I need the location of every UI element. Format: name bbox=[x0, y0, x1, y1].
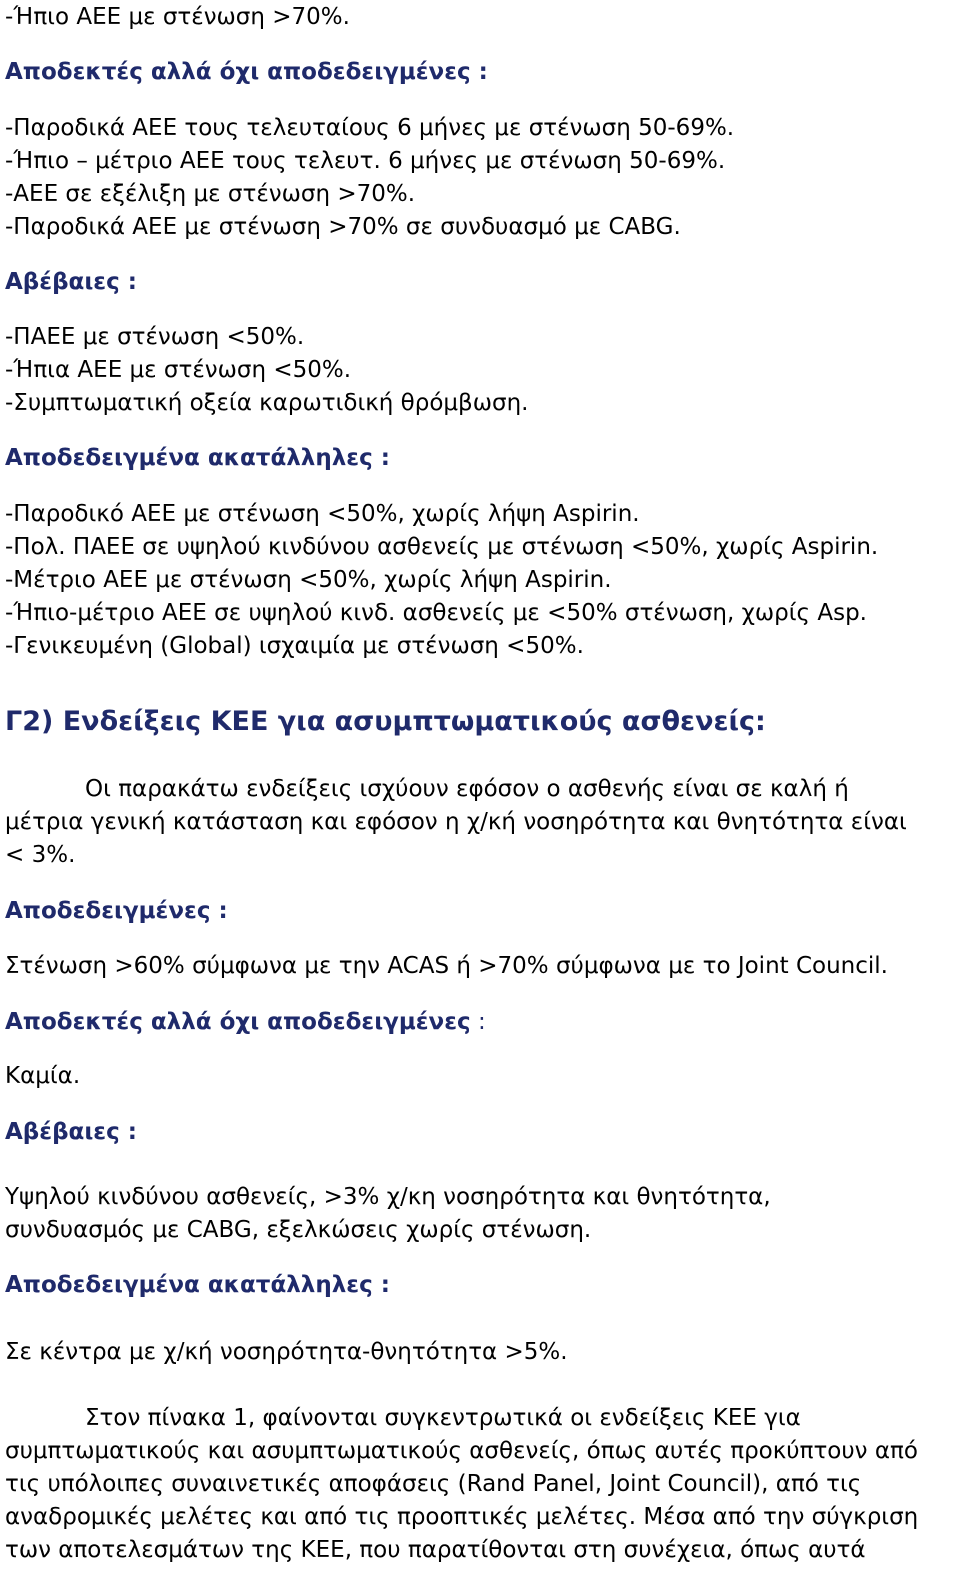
closing-line: αναδρομικές μελέτες και από τις προοπτικές μελέτες. Μέσα από την σύγκριση bbox=[5, 1504, 919, 1530]
intro-line bbox=[5, 773, 953, 806]
proven-heading: Αποδεδειγμένες : bbox=[5, 898, 228, 924]
list-item: -Συμπτωματική οξεία καρωτιδική θρόμβωση. bbox=[5, 390, 529, 416]
list-item: -Ήπιο ΑΕΕ με στένωση >70%. bbox=[5, 4, 350, 30]
acceptable-heading-colon: : bbox=[470, 1009, 486, 1035]
acceptable-text: Καμία. bbox=[5, 1063, 81, 1089]
closing-line: τις υπόλοιπες συναινετικές αποφάσεις (Rand Panel, Joint Council), από τις bbox=[5, 1471, 862, 1497]
list-item: -ΠΑΕΕ με στένωση <50%. bbox=[5, 324, 305, 350]
list-item: -Πολ. ΠΑΕΕ σε υψηλού κινδύνου ασθενείς με στένωση <50%, χωρίς Aspirin. bbox=[5, 534, 879, 560]
list-item: -Παροδικά ΑΕΕ με στένωση >70% σε συνδυασμό με CABG. bbox=[5, 214, 681, 240]
list-item: -Παροδικό ΑΕΕ με στένωση <50%, χωρίς λήψη Aspirin. bbox=[5, 501, 640, 527]
uncertain-paragraph bbox=[5, 1181, 953, 1247]
inappropriate-heading-g2: Αποδεδειγμένα ακατάλληλες : bbox=[5, 1272, 390, 1298]
uncertain-heading: Αβέβαιες : bbox=[5, 269, 137, 295]
intro-line-text: Οι παρακάτω ενδείξεις ισχύουν εφόσον ο ασθενής είναι σε καλή ή bbox=[85, 776, 849, 802]
inappropriate-heading: Αποδεδειγμένα ακατάλληλες : bbox=[5, 445, 390, 471]
list-item: -ΑΕΕ σε εξέλιξη με στένωση >70%. bbox=[5, 181, 416, 207]
proven-text: Στένωση >60% σύμφωνα με την ACAS ή >70% σύμφωνα με το Joint Council. bbox=[5, 953, 888, 979]
closing-paragraph bbox=[5, 1402, 953, 1567]
list-item: -Ήπια ΑΕΕ με στένωση <50%. bbox=[5, 357, 352, 383]
section-title: Γ2) Ενδείξεις ΚΕΕ για ασυμπτωματικούς ασθενείς: bbox=[5, 706, 766, 737]
closing-line-text: Στον πίνακα 1, φαίνονται συγκεντρωτικά οι ενδείξεις ΚΕΕ για bbox=[85, 1405, 801, 1431]
closing-line bbox=[5, 1402, 953, 1435]
intro-paragraph bbox=[5, 773, 953, 872]
closing-line: των αποτελεσμάτων της ΚΕΕ, που παρατίθονται στη συνέχεια, όπως αυτά bbox=[5, 1537, 866, 1563]
uncertain-heading-g2: Αβέβαιες : bbox=[5, 1119, 137, 1145]
uncertain-line: συνδυασμός με CABG, εξελκώσεις χωρίς στένωση. bbox=[5, 1217, 592, 1243]
closing-line: συμπτωματικούς και ασυμπτωματικούς ασθενείς, όπως αυτές προκύπτουν από bbox=[5, 1438, 918, 1464]
inappropriate-text: Σε κέντρα με χ/κή νοσηρότητα-θνητότητα >5%. bbox=[5, 1339, 568, 1365]
acceptable-heading: Αποδεκτές αλλά όχι αποδεδειγμένες : bbox=[5, 59, 488, 85]
intro-line: < 3%. bbox=[5, 842, 76, 868]
uncertain-line: Υψηλού κινδύνου ασθενείς, >3% χ/κη νοσηρότητα και θνητότητα, bbox=[5, 1184, 771, 1210]
acceptable-heading-text: Αποδεκτές αλλά όχι αποδεδειγμένες bbox=[5, 1009, 471, 1035]
list-item: -Παροδικά ΑΕΕ τους τελευταίους 6 μήνες με στένωση 50-69%. bbox=[5, 115, 735, 141]
intro-line: μέτρια γενική κατάσταση και εφόσον η χ/κή νοσηρότητα και θνητότητα είναι bbox=[5, 809, 907, 835]
list-item: -Ήπιο – μέτριο ΑΕΕ τους τελευτ. 6 μήνες με στένωση 50-69%. bbox=[5, 148, 726, 174]
acceptable-heading-g2 bbox=[5, 1007, 486, 1037]
list-item: -Μέτριο ΑΕΕ με στένωση <50%, χωρίς λήψη Aspirin. bbox=[5, 567, 612, 593]
list-item: -Γενικευμένη (Global) ισχαιμία με στένωση <50%. bbox=[5, 633, 584, 659]
list-item: -Ήπιο-μέτριο ΑΕΕ σε υψηλού κινδ. ασθενείς με <50% στένωση, χωρίς Asp. bbox=[5, 600, 867, 626]
